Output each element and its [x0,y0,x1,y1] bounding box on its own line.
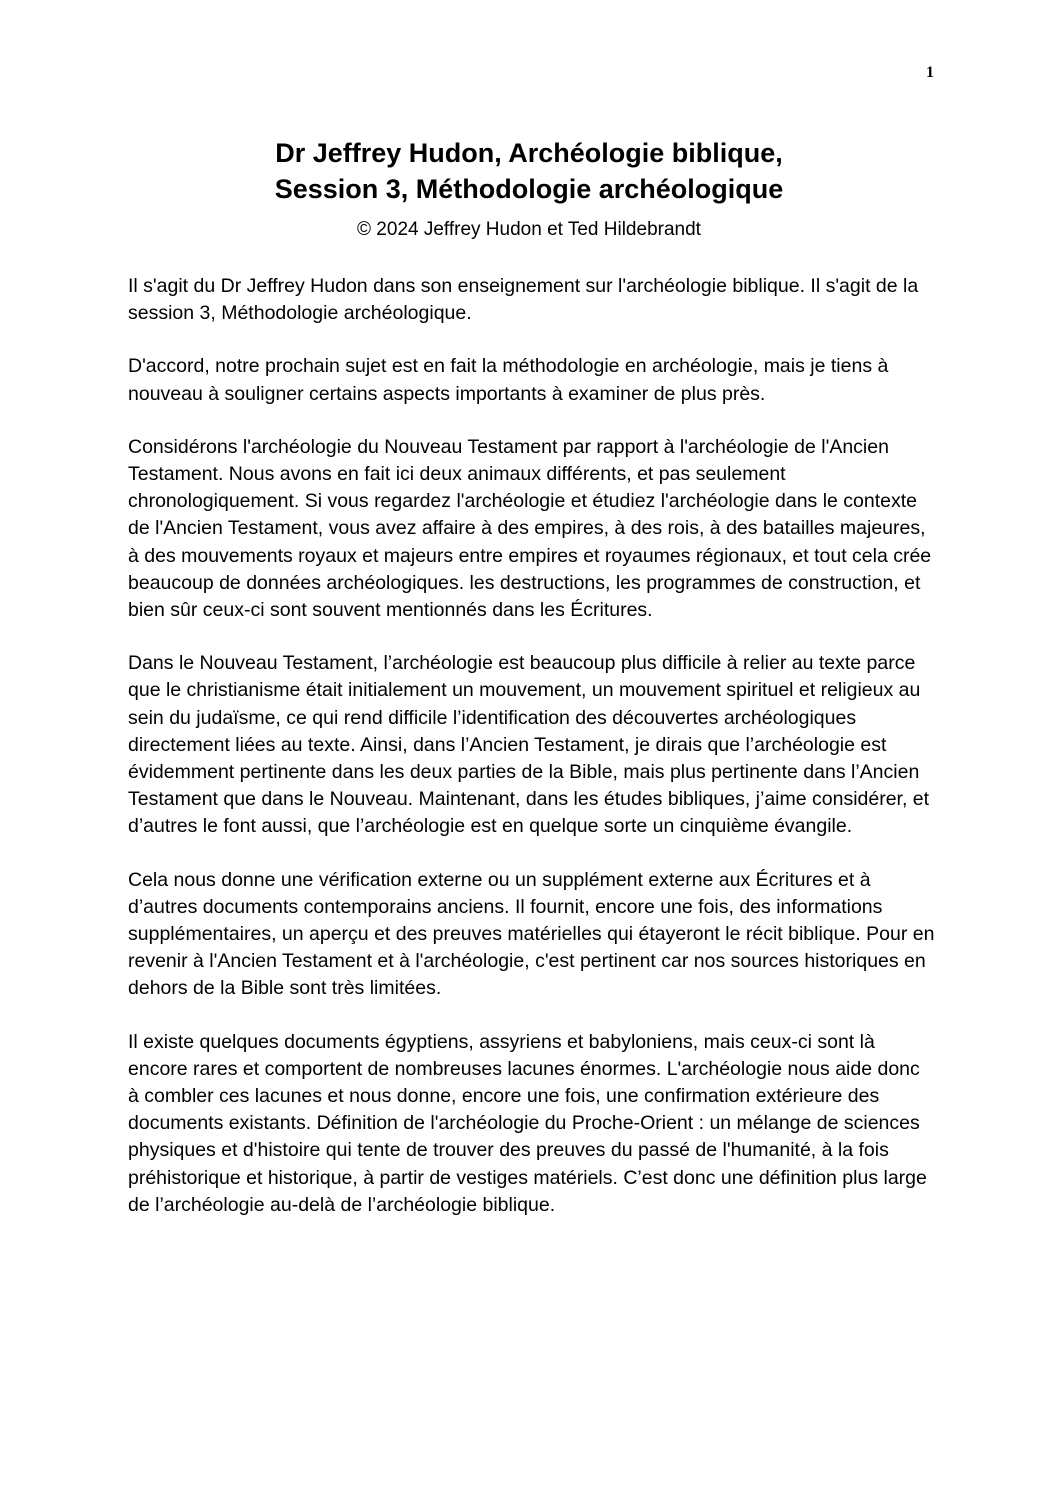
paragraph: Cela nous donne une vérification externe ou un supplément externe aux Écritures et à d’autres documents contemporains anciens. Il fournit, encore une fois, des informations supplémentaires, un aperçu et des preuves matérielles qui étayeront le récit biblique. Pour en revenir à l'Ancien Testament et à l'archéologie, c'est pertinent car nos sources historiques en dehors de la Bible sont très limitées. [128,868,935,1000]
title-line-1: Dr Jeffrey Hudon, Archéologie biblique, [275,138,783,168]
paragraph: D'accord, notre prochain sujet est en fait la méthodologie en archéologie, mais je tiens à nouveau à souligner certains aspects importants à examiner de plus près. [128,355,889,405]
paragraph: Considérons l'archéologie du Nouveau Testament par rapport à l'archéologie de l'Ancien Testament. Nous avons en fait ici deux animaux différents, et pas seulement chronologiquement. Si vous regardez l'archéologie et étudiez l'archéologie dans le contexte de l'Ancien Testament, vous avez affaire à des empires, à des rois, à des batailles majeures, à des mouvements royaux et majeurs entre empires et royaumes régionaux, et tout cela crée beaucoup de données archéologiques. les destructions, les programmes de construction, et bien sûr ceux-ci sont souvent mentionnés dans les Écritures. [128,435,932,622]
paragraph: Il s'agit du Dr Jeffrey Hudon dans son enseignement sur l'archéologie biblique. Il s'agit de la session 3, Méthodologie archéologique. [128,275,919,325]
document-body [128,273,936,1245]
copyright-notice: © 2024 Jeffrey Hudon et Ted Hildebrandt [357,219,701,240]
paragraph: Il existe quelques documents égyptiens, assyriens et babyloniens, mais ceux-ci sont là encore rares et comportent de nombreuses lacunes énormes. L'archéologie nous aide donc à combler ces lacunes et nous donne, encore une fois, une confirmation extérieure des documents existants. Définition de l'archéologie du Proche-Orient : un mélange de sciences physiques et d'histoire qui tente de trouver des preuves du passé de l'humanité, à la fois préhistorique et historique, à partir de vestiges matériels. C’est donc une définition plus large de l’archéologie au-delà de l’archéologie biblique. [128,1030,927,1216]
title-line-2: Session 3, Méthodologie archéologique [274,174,784,204]
page-number: 1 [926,64,934,81]
document-title [0,135,1058,207]
paragraph: Dans le Nouveau Testament, l’archéologie est beaucoup plus difficile à relier au texte parce que le christianisme était initialement un mouvement, un mouvement spirituel et religieux au sein du judaïsme, ce qui rend difficile l’identification des découvertes archéologiques directement liées au texte. Ainsi, dans l’Ancien Testament, je dirais que l’archéologie est évidemment pertinente dans les deux parties de la Bible, mais plus pertinente dans l’Ancien Testament que dans le Nouveau. Maintenant, dans les études bibliques, j’aime considérer, et d’autres le font aussi, que l’archéologie est en quelque sorte un cinquième évangile. [128,652,930,838]
